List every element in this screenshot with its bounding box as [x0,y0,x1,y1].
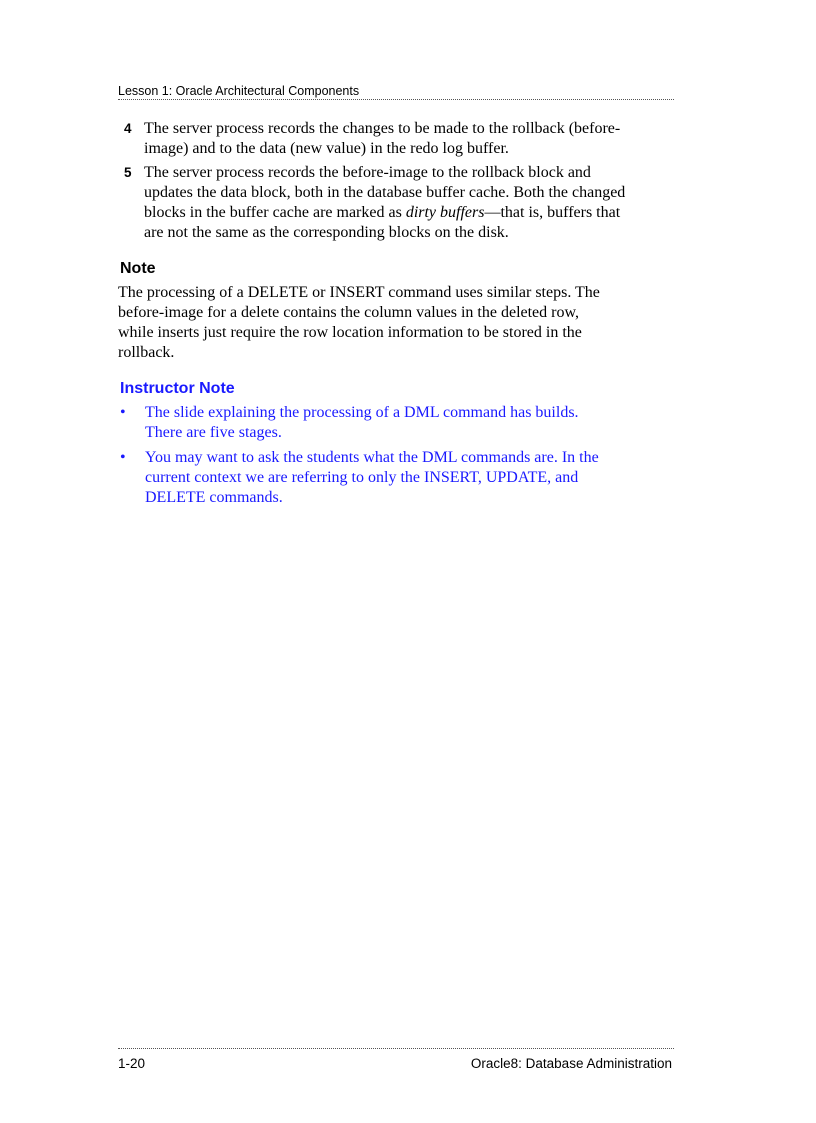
note-heading: Note [120,260,156,277]
step-item [118,119,638,159]
page-number: 1-20 [118,1056,146,1071]
running-header [118,84,674,100]
lesson-title: Lesson 1: Oracle Architectural Components [118,84,360,98]
book-title: Oracle8: Database Administration [470,1056,672,1071]
instructor-note-item [118,403,618,443]
instructor-note-list [118,403,618,513]
step-number: 4 [124,121,132,136]
step-text-start: The server process records the before-image to the rollback block and updates the data block, both in the database buffer cache. Both the changed blocks in the buffer cache are marked as [144,164,626,221]
bullet-icon: • [120,404,126,421]
note-body: The processing of a DELETE or INSERT command uses similar steps. The before-image for a delete contains the column values in the deleted row, while inserts just require the row location information to be stored in the rollback. [118,284,600,361]
instructor-note-item [118,448,618,508]
instructor-note-heading: Instructor Note [120,380,235,397]
dirty-buffers-term: dirty buffers [405,204,485,221]
step-number: 5 [124,165,132,180]
instructor-note-text: You may want to ask the students what the DML commands are. In the current context we are referring to only the INSERT, UPDATE, and DELETE commands. [145,449,599,506]
bullet-icon: • [120,449,126,466]
step-text: The server process records the changes to be made to the rollback (before-image) and to the data (new value) in the redo log buffer. [144,120,621,157]
step-text [144,164,625,241]
instructor-note-text: The slide explaining the processing of a DML command has builds. There are five stages. [145,404,579,441]
step-text-end: —that is, buffers that are not the same as the corresponding blocks on the disk. [144,204,621,241]
step-list [118,119,638,247]
footer-divider [118,1048,674,1049]
step-item [118,163,638,243]
